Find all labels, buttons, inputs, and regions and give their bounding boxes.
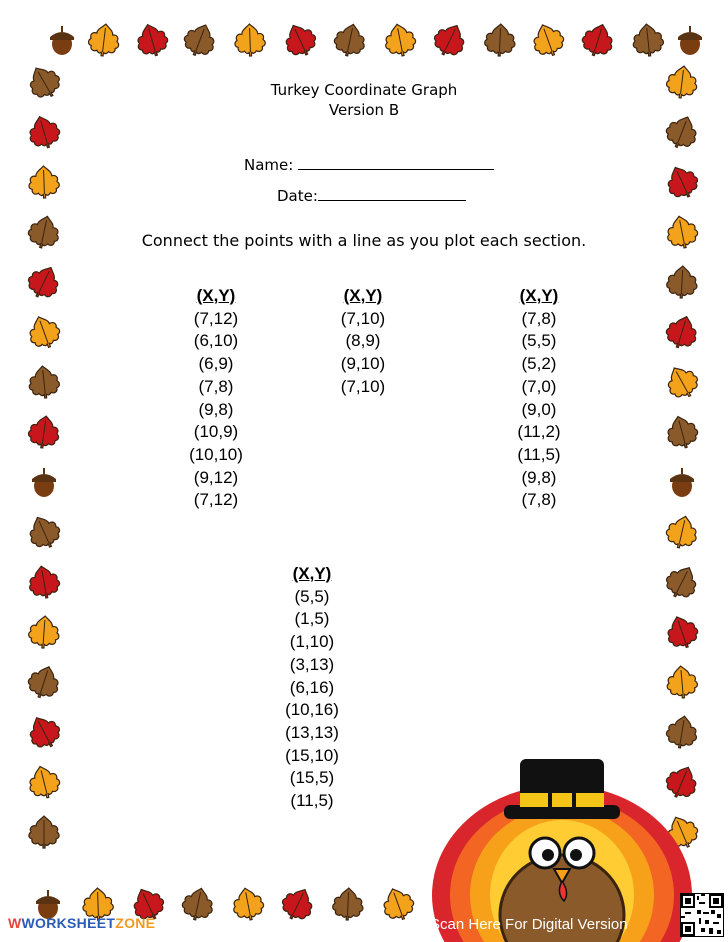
table-header: (X,Y) [343,286,383,305]
oak-leaf-icon [530,22,566,58]
logo-zone: ZONE [115,915,156,931]
worksheet-title [0,80,728,120]
coordinate-table-2 [308,285,418,399]
oak-leaf-icon [26,664,62,700]
oak-leaf-icon [482,22,518,58]
coordinate-row: (7,12) [193,490,239,510]
oak-leaf-icon [664,614,700,650]
coordinate-row: (1,10) [289,632,335,652]
oak-leaf-icon [630,22,666,58]
oak-leaf-icon [664,364,700,400]
name-label: Name: [244,156,294,174]
oak-leaf-icon [26,714,62,750]
oak-leaf-icon [280,886,316,922]
instructions: Connect the points with a line as you plot each section. [141,231,587,250]
acorn-icon [664,464,700,500]
coordinate-row: (1,5) [294,609,330,629]
scan-text: Scan Here For Digital Version [430,916,628,933]
acorn-icon [44,22,80,58]
qr-code[interactable] [680,893,724,937]
worksheetzone-logo[interactable] [8,915,155,931]
coordinate-row: (15,5) [289,768,335,788]
oak-leaf-icon [664,664,700,700]
oak-leaf-icon [664,564,700,600]
oak-leaf-icon [232,22,268,58]
acorn-icon [26,464,62,500]
coordinate-row: (6,10) [193,331,239,351]
date-blank-line[interactable] [318,187,466,201]
oak-leaf-icon [382,22,418,58]
oak-leaf-icon [664,514,700,550]
oak-leaf-icon [182,22,218,58]
coordinate-row: (10,10) [189,444,243,464]
title-text: Turkey Coordinate Graph [270,81,458,99]
oak-leaf-icon [664,264,700,300]
oak-leaf-icon [664,414,700,450]
oak-leaf-icon [134,22,170,58]
coordinate-row: (9,8) [521,467,557,487]
oak-leaf-icon [26,564,62,600]
coordinate-table-3 [484,285,594,512]
oak-leaf-icon [26,414,62,450]
oak-leaf-icon [432,22,468,58]
logo-w-mark: W [8,915,22,931]
oak-leaf-icon [26,814,62,850]
name-field [244,156,494,174]
acorn-icon [672,22,708,58]
coordinate-row: (7,0) [521,376,557,396]
oak-leaf-icon [86,22,122,58]
coordinate-row: (9,8) [198,399,234,419]
logo-text: WORKSHEET [21,915,116,931]
coordinate-row: (15,10) [285,745,339,765]
oak-leaf-icon [230,886,266,922]
coordinate-row: (5,2) [521,354,557,374]
coordinate-row: (7,8) [521,490,557,510]
oak-leaf-icon [380,886,416,922]
oak-leaf-icon [26,514,62,550]
coordinate-row: (7,10) [340,376,386,396]
oak-leaf-icon [26,764,62,800]
oak-leaf-icon [330,886,366,922]
coordinate-row: (11,5) [517,444,561,464]
coordinate-row: (6,9) [198,354,234,374]
coordinate-row: (7,8) [521,308,557,328]
oak-leaf-icon [26,314,62,350]
coordinate-row: (9,10) [340,354,386,374]
table-header: (X,Y) [292,564,332,583]
turkey-pilgrim-illustration [432,745,692,942]
oak-leaf-icon [282,22,318,58]
oak-leaf-icon [26,614,62,650]
coordinate-row: (11,5) [290,791,334,811]
coordinate-row: (10,16) [285,700,339,720]
oak-leaf-icon [180,886,216,922]
coordinate-row: (3,13) [289,654,335,674]
coordinate-row: (13,13) [285,722,339,742]
oak-leaf-icon [664,164,700,200]
version-text: Version B [328,101,400,119]
coordinate-table-4 [257,563,367,813]
oak-leaf-icon [332,22,368,58]
table-header: (X,Y) [196,286,236,305]
table-header: (X,Y) [519,286,559,305]
coordinate-row: (5,5) [294,586,330,606]
name-blank-line[interactable] [298,156,494,170]
coordinate-row: (7,12) [193,308,239,328]
coordinate-row: (6,16) [289,677,335,697]
date-label: Date: [277,187,318,205]
oak-leaf-icon [664,314,700,350]
coordinate-row: (5,5) [521,331,557,351]
coordinate-row: (11,2) [517,422,561,442]
coordinate-table-1 [161,285,271,512]
date-field [277,187,466,205]
coordinate-row: (8,9) [345,331,381,351]
oak-leaf-icon [580,22,616,58]
coordinate-row: (9,0) [521,399,557,419]
coordinate-row: (9,12) [193,467,239,487]
coordinate-row: (7,10) [340,308,386,328]
oak-leaf-icon [26,364,62,400]
oak-leaf-icon [26,264,62,300]
coordinate-row: (10,9) [193,422,239,442]
oak-leaf-icon [26,164,62,200]
coordinate-row: (7,8) [198,376,234,396]
